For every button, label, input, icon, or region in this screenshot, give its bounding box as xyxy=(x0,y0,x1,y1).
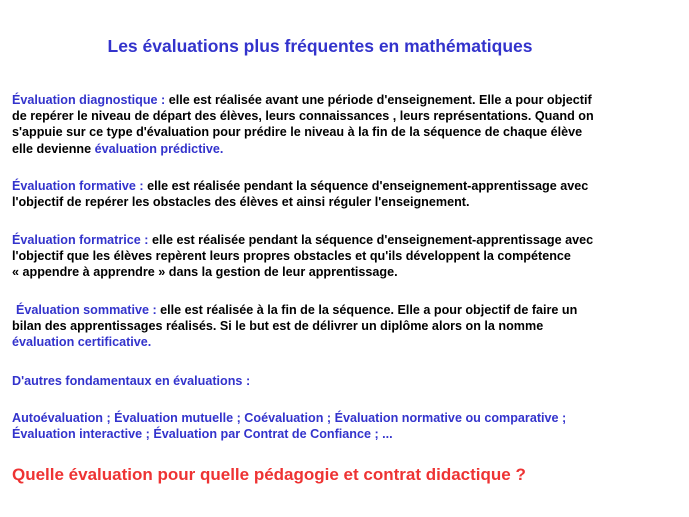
paragraph-formatrice xyxy=(12,232,682,281)
term-predictive: évaluation prédictive. xyxy=(94,141,224,156)
paragraph-diagnostique xyxy=(12,92,682,157)
term-formative: Évaluation formative : xyxy=(12,179,144,193)
autres-heading: D'autres fondamentaux en évaluations : xyxy=(12,374,251,388)
paragraph-line: Autoévaluation ; Évaluation mutuelle ; Coévaluation ; Évaluation normative ou comparative ; xyxy=(12,411,567,425)
definition-text: elle devienne xyxy=(12,141,92,156)
slide-title: Les évaluations plus fréquentes en mathématiques xyxy=(107,36,533,56)
paragraph-sommative xyxy=(16,302,686,318)
paragraph-line: bilan des apprentissages réalisés. Si le but est de délivrer un diplôme alors on la nomme xyxy=(12,319,544,333)
paragraph-formative xyxy=(12,178,682,210)
paragraph-line xyxy=(12,141,682,157)
definition-text: elle est réalisée pendant la séquence d'enseignement-apprentissage avec xyxy=(147,179,589,193)
paragraph-line xyxy=(12,178,682,194)
paragraph-line: s'appuie sur ce type d'évaluation pour prédire le niveau à la fin de la séquence de chaque élève xyxy=(12,125,583,140)
paragraph-line: l'objectif que les élèves repèrent leurs propres obstacles et qu'ils développent la compétence xyxy=(12,249,571,264)
definition-text: elle est réalisée pendant la séquence d'enseignement-apprentissage avec xyxy=(151,233,594,247)
term-diagnostique: Évaluation diagnostique : xyxy=(12,93,166,107)
closing-question: Quelle évaluation pour quelle pédagogie et contrat didactique ? xyxy=(12,465,526,484)
term-sommative: Évaluation sommative : xyxy=(16,303,157,317)
paragraph-line: de repérer le niveau de départ des élèves, leurs connaissances , leurs représentations. Quand on xyxy=(12,109,594,124)
paragraph-line xyxy=(12,232,682,248)
definition-text: elle est réalisée avant une période d'enseignement. Elle a pour objectif xyxy=(168,93,592,107)
paragraph-line xyxy=(12,92,682,108)
paragraph-line: Évaluation interactive ; Évaluation par Contrat de Confiance ; ... xyxy=(12,427,393,442)
term-formatrice: Évaluation formatrice : xyxy=(12,233,149,247)
paragraph-autres xyxy=(12,410,682,442)
paragraph-line: l'objectif de repérer les obstacles des élèves et ainsi réguler l'enseignement. xyxy=(12,195,470,210)
paragraph-line: « appendre à apprendre » dans la gestion de leur apprentissage. xyxy=(12,265,398,280)
definition-text: elle est réalisée à la fin de la séquence. Elle a pour objectif de faire un xyxy=(160,303,578,317)
paragraph-sommative-cont xyxy=(12,318,682,350)
term-certificative: évaluation certificative. xyxy=(12,335,152,350)
paragraph-line xyxy=(16,302,686,318)
